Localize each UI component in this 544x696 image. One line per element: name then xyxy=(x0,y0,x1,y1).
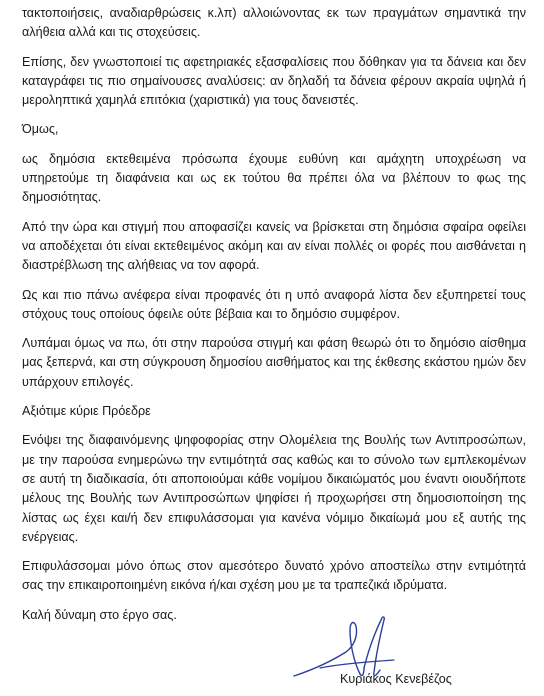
paragraph-waiver: Ενόψει της διαφαινόμενης ψηφοφορίας στην Ολομέλεια της Βουλής των Αντιπροσώπων, με την παρούσα ενημερώνω την εντιμότητά σας καθώς και το σύνολο των εμπλεκομένων σε αυτή τη διαδικασία, ότι αποποιούμαι κάθε νομίμου δικαιώματός μου έναντι οιουδήποτε μέλους της Βουλής των Αντιπροσώπων ψηφίσει ή προχωρήσει στη δημοσιοποίηση της λίστας ως έχει και/ή δεν επιφυλάσσομαι για κανένα νόμιμο δικαίωμά μου εξ αυτής της ενέργειας. xyxy=(22,433,526,544)
paragraph-public-sphere: Από την ώρα και στιγμή που αποφασίζει κανείς να βρίσκεται στη δημόσια σφαίρα οφείλει να αποδέχεται ότι είναι εκτεθειμένος ακόμη και αν είναι πολλές οι φορές που αισθάνεται η διαστρέβλωση της αλήθειας να τον αφορά. xyxy=(22,219,526,273)
paragraph-collateral: Επίσης, δεν γνωστοποιεί τις αφετηριακές εξασφαλίσεις που δόθηκαν για τα δάνεια και δεν καταγράφει τις πιο σημαίνουσες αναλύσεις: αν δηλαδή τα δάνεια φέρουν ακραία υψηλά ή μεροληπτικά χαμηλά επιτόκια (χαριστικά) για τους δανειστές. xyxy=(22,54,526,108)
paragraph-update: Επιφυλάσσομαι μόνο όπως στον αμεσότερο δυνατό χρόνο αποστείλω στην εντιμότητά σας την επικαιροποιημένη εικόνα ή/και σχέση μου με τα τραπεζικά ιδρύματα. xyxy=(22,559,526,593)
letter-body xyxy=(22,4,526,635)
salutation: Αξιότιμε κύριε Πρόεδρε xyxy=(22,404,151,419)
paragraph-however: Όμως, xyxy=(22,122,59,137)
paragraph-list-purpose: Ως και πιο πάνω ανέφερα είναι προφανές ότι η υπό αναφορά λίστα δεν εξυπηρετεί τους στόχους τους οποίους όφειλε ούτε βέβαια και το δημόσιο συμφέρον. xyxy=(22,287,526,321)
signer-name: Κυριάκος Κενεβέζος xyxy=(340,672,452,686)
closing-line: Καλή δύναμη στο έργο σας. xyxy=(22,607,177,622)
paragraph-public-sentiment: Λυπάμαι όμως να πω, ότι στην παρούσα στιγμή και φάση θεωρώ ότι το δημόσιο αίσθημα μας ξεπερνά, και στη σύγκρουση δημοσίου αισθήματος και της έκθεσης εκάστου ημών δεν υπάρχουν επιλογές. xyxy=(22,336,526,389)
paragraph-transparency: ως δημόσια εκτεθειμένα πρόσωπα έχουμε ευθύνη και αμάχητη υποχρέωση να υπηρετούμε τη διαφάνεια και ως εκ τούτου θα πρέπει όλα να βλέπουν το φως της δημοσιότητας. xyxy=(22,151,526,205)
paragraph-financial-restructuring: τακτοποιήσεις, αναδιαρθρώσεις κ.λπ) αλλοιώνοντας εκ των πραγμάτων σημαντικά την αλήθεια αλλά και τις στοχεύσεις. xyxy=(22,6,526,40)
